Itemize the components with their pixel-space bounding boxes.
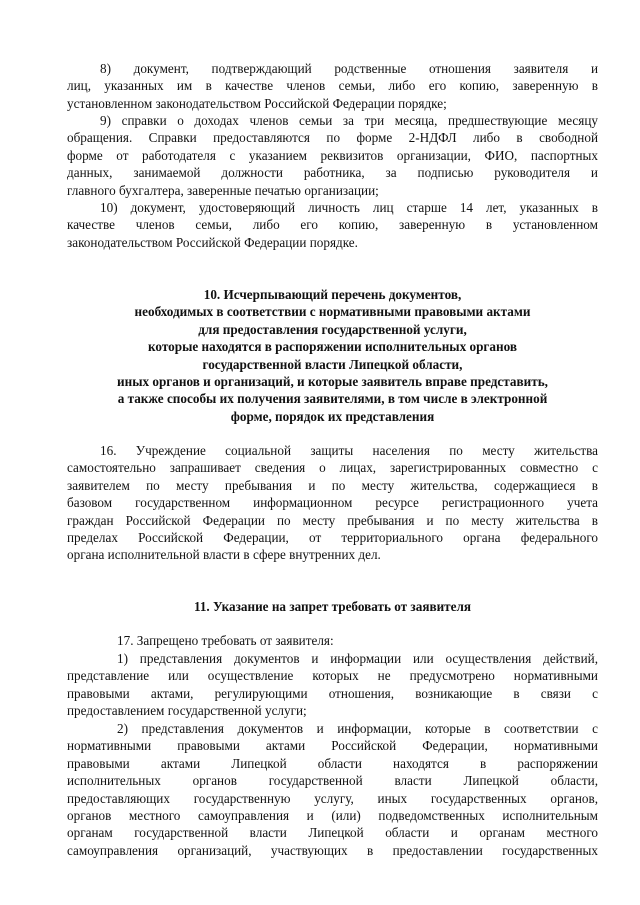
heading-line: для предоставления государственной услуги, [198,321,467,337]
text-line: 16. Учреждение социальной защиты населения по месту жительства [100,443,598,458]
text-line: лиц, указанных им в качестве членов семьи, либо его копию, заверенную в [67,78,598,94]
text-line: 9) справки о доходах членов семьи за три месяца, предшествующие месяцу [100,113,598,128]
text-line: заявителем по месту пребывания и по месту жительства, содержащиеся в [67,477,598,493]
text-line: установленном законодательством Российской Федерации порядке; [67,95,447,111]
text-line: самостоятельно запрашивает сведения о лицах, зарегистрированных совместно с [67,460,598,476]
paragraph-17 [67,632,598,649]
heading-line: иных органов и организаций, и которые заявитель вправе представить, [117,374,548,390]
paragraph-item-8 [67,60,598,112]
text-line: пределах Российской Федерации, от территориального органа федерального [67,530,598,546]
text-line: форме от работодателя с указанием реквизитов организации, ФИО, паспортных [67,147,598,163]
text-line: базовом государственном информационном ресурсе регистрационного учета [67,495,598,511]
paragraph-17-item-1 [67,650,598,720]
text-line: органа исполнительной власти в сфере внутренних дел. [67,547,381,563]
text-line: 8) документ, подтверждающий родственные отношения заявителя и [100,61,598,76]
text-line: 10) документ, удостоверяющий личность лиц старше 14 лет, указанных в [100,200,598,215]
text-line: обращения. Справки предоставляются по форме 2-НДФЛ либо в свободной [67,130,598,146]
heading-line: которые находятся в распоряжении исполнительных органов [148,339,517,355]
text-line: данных, занимаемой должности работника, за подписью руководителя и [67,165,598,181]
text-line: 17. Запрещено требовать от заявителя: [117,633,334,648]
heading-line: необходимых в соответствии с нормативными правовыми актами [134,304,531,320]
text-line: 1) представления документов и информации или осуществления действий, [117,651,598,666]
paragraph-17-item-2 [67,720,598,859]
text-line: органам государственной власти Липецкой области и органам местного [67,825,598,841]
section-11-heading [67,598,598,615]
heading-line: государственной власти Липецкой области, [202,356,463,372]
text-line: нормативными правовыми актами Российской Федерации, нормативными [67,738,598,754]
text-line: правовыми актами, регулирующими отношения, возникающие в связи с [67,685,598,701]
heading-line: а также способы их получения заявителями, в том числе в электронной [117,391,548,407]
text-line: самоуправления организаций, участвующих в предоставлении государственных [67,842,598,858]
text-line: главного бухгалтера, заверенные печатью организации; [67,182,379,198]
text-line: органов местного самоуправления и (или) подведомственных исполнительным [67,808,598,824]
heading-line: 10. Исчерпывающий перечень документов, [203,287,462,302]
text-line: правовыми актами Липецкой области находятся в распоряжении [67,755,598,771]
heading-line: 11. Указание на запрет требовать от заявителя [193,599,472,614]
text-line: законодательством Российской Федерации порядке. [67,234,358,250]
text-line: граждан Российской Федерации по месту пребывания и по месту жительства в [67,512,598,528]
paragraph-item-10 [67,199,598,251]
text-line: качестве членов семьи, либо его копию, заверенную в установленном [67,217,598,233]
text-line: предоставляющих государственную услугу, иных государственных органов, [67,790,598,806]
paragraph-16 [67,442,598,564]
text-line: представление или осуществление которых не предусмотрено нормативными [67,668,598,684]
text-line: исполнительных органов государственной власти Липецкой области, [67,773,598,789]
text-line: предоставлением государственной услуги; [67,703,307,719]
text-line: 2) представления документов и информации, которые в соответствии с [117,721,598,736]
paragraph-item-9 [67,112,598,199]
section-10-heading [67,286,598,425]
heading-line: форме, порядок их представления [230,408,435,424]
